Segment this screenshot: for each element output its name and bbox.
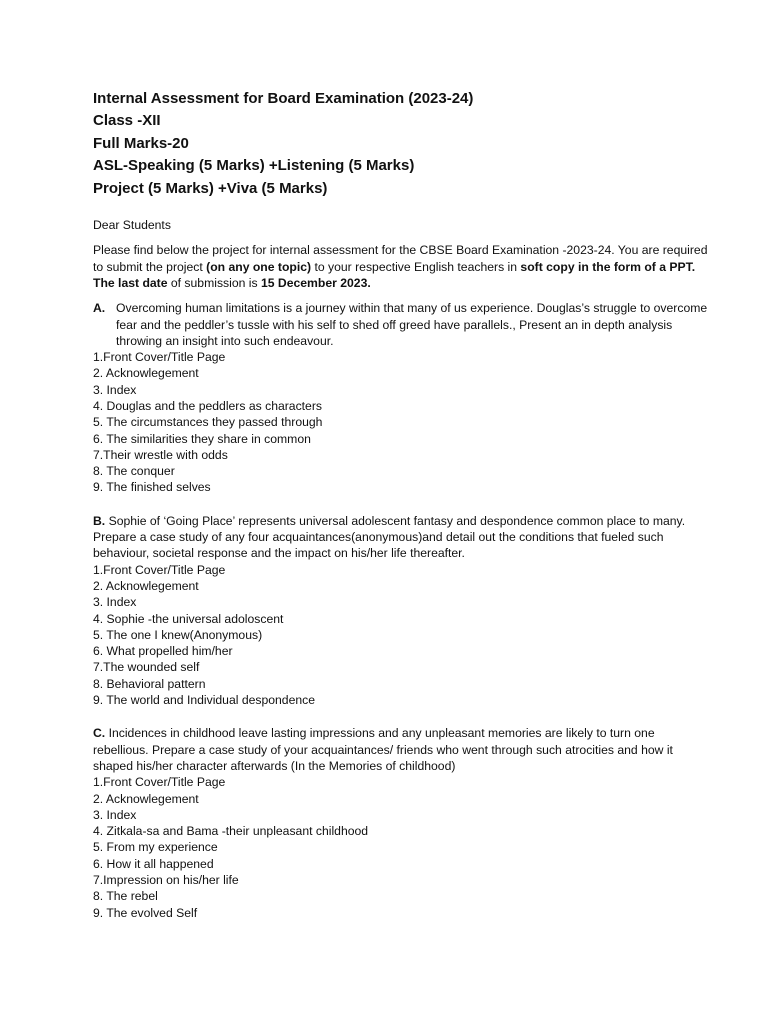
document-body	[93, 217, 708, 921]
greeting: Dear Students	[93, 218, 171, 233]
intro-bold-date: 15 December 2023.	[260, 275, 371, 290]
intro-text-1: Please find below the project for internal assessment for the CBSE Board Examination -2023-24. You are required to submit the project	[93, 243, 708, 274]
list-item: 7.Their wrestle with odds	[93, 447, 228, 462]
topic-a-text: Overcoming human limitations is a journey within that many of us experience. Douglas’s struggle to overcome fear and the peddler’s tussle with his self to shed off greed have parallels., Present an in depth analysis throwing an insight into such endeavour.	[116, 301, 708, 348]
topic-a-letter: A.	[93, 301, 106, 316]
topic-c-text: Incidences in childhood leave lasting impressions and any unpleasant memories are likely to turn one rebellious. Prepare a case study of your acquaintances/ friends who went through such atrocities and how it shaped his/her character afterwards (In the Memories of childhood)	[93, 726, 673, 773]
topic-a	[93, 300, 708, 349]
list-item: 5. The circumstances they passed through	[93, 415, 323, 430]
list-item: 2. Acknowlegement	[93, 578, 199, 593]
intro-bold-format: soft copy in the form of a PPT. The last date	[93, 259, 696, 290]
list-item: 4. Sophie -the universal adoloscent	[93, 611, 284, 626]
list-item: 9. The world and Individual despondence	[93, 693, 316, 708]
topic-c-paragraph	[93, 725, 708, 774]
list-item: 4. Zitkala-sa and Bama -their unpleasant childhood	[93, 824, 369, 839]
topic-a-items	[93, 349, 708, 496]
list-item: 7.The wounded self	[93, 660, 200, 675]
list-item: 5. The one I knew(Anonymous)	[93, 627, 263, 642]
topic-c-letter: C.	[93, 726, 106, 741]
topic-b	[93, 513, 708, 709]
list-item: 5. From my experience	[93, 840, 218, 855]
intro-paragraph	[93, 242, 708, 291]
list-item: 3. Index	[93, 807, 137, 822]
header-class: Class -XII	[93, 112, 161, 130]
list-item: 1.Front Cover/Title Page	[93, 562, 226, 577]
list-item: 1.Front Cover/Title Page	[93, 775, 226, 790]
list-item: 8. Behavioral pattern	[93, 676, 206, 691]
list-item: 2. Acknowlegement	[93, 366, 199, 381]
list-item: 3. Index	[93, 382, 137, 397]
header-project-marks: Project (5 Marks) +Viva (5 Marks)	[93, 179, 328, 197]
header-asl-marks: ASL-Speaking (5 Marks) +Listening (5 Marks)	[93, 157, 415, 175]
intro-bold-topic: (on any one topic)	[206, 259, 312, 274]
topic-b-paragraph	[93, 513, 708, 562]
list-item: 7.Impression on his/her life	[93, 873, 239, 888]
header-full-marks: Full Marks-20	[93, 134, 189, 152]
topic-b-items	[93, 562, 708, 709]
topic-c-items	[93, 774, 708, 921]
list-item: 4. Douglas and the peddlers as characters	[93, 399, 322, 413]
intro-text-2: to your respective English teachers in	[311, 259, 521, 274]
list-item: 9. The finished selves	[93, 480, 211, 495]
topic-b-letter: B.	[93, 513, 106, 528]
list-item: 6. How it all happened	[93, 856, 214, 871]
list-item: 2. Acknowlegement	[93, 791, 199, 806]
list-item: 8. The rebel	[93, 889, 158, 904]
list-item: 1.Front Cover/Title Page	[93, 350, 226, 365]
list-item: 3. Index	[93, 595, 137, 610]
document-header	[93, 88, 708, 200]
list-item: 9. The evolved Self	[93, 905, 198, 920]
topic-c	[93, 725, 708, 921]
header-title: Internal Assessment for Board Examination (2023-24)	[93, 90, 474, 107]
list-item: 6. The similarities they share in common	[93, 431, 311, 446]
intro-text-3: of submission is	[167, 275, 261, 290]
topic-b-text: Sophie of ‘Going Place’ represents universal adolescent fantasy and despondence common place to many. Prepare a case study of any four acquaintances(anonymous)and detail out the conditions that fueled such behaviour, societal response and the impact on his/her life thereafter.	[93, 513, 686, 561]
list-item: 6. What propelled him/her	[93, 644, 233, 659]
list-item: 8. The conquer	[93, 464, 175, 479]
